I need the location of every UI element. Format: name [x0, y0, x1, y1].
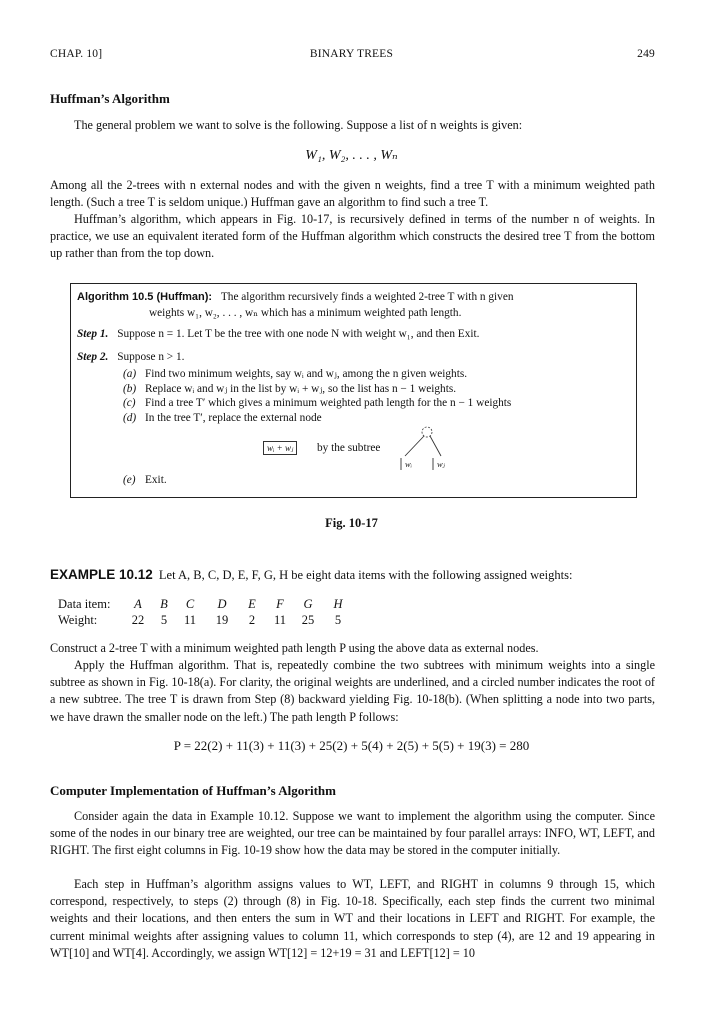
step-1 — [77, 328, 479, 340]
substep-a-label: (a) — [123, 368, 137, 380]
implementation-paragraph-2: Each step in Huffman’s algorithm assigns values to WT, LEFT, and RIGHT in columns 9 through 15, which correspond, respectively, to steps (2) through (8) in Fig. 10-18. Specifically, each step finds the current two minimal weights and their locations, and then enters the sum in WT and their locations in LEFT and RIGHT. For example, the current minimal weights after assigning values to column 11, which corresponds to step (4), are 12 and 19 appearing in WT[10] and WT[4]. Accordingly, we assign WT[12] = 12+19 = 31 and LEFT[12] = 10 — [50, 877, 655, 960]
table-cell: 11 — [183, 613, 197, 627]
algorithm-desc-2: weights w₁, w₂, . . . , wₙ which has a minimum weighted path length. — [149, 307, 462, 319]
step-2-text: Suppose n > 1. — [117, 351, 185, 363]
step-1-label: Step 1. — [77, 328, 109, 340]
substep-c-text: Find a tree T′ which gives a minimum weighted path length for the n − 1 weights — [145, 397, 512, 409]
data-item-row — [58, 597, 658, 612]
table-cell: F — [276, 597, 284, 611]
table-cell: B — [160, 597, 168, 611]
table-cell: 25 — [301, 613, 315, 627]
weight-row — [58, 613, 658, 628]
example-paragraph-1: Construct a 2-tree T with a minimum weighted path length P using the above data as external nodes. — [50, 641, 539, 655]
substep-a — [123, 367, 467, 380]
implementation-paragraph-1: Consider again the data in Example 10.12. Suppose we want to implement the algorithm using the computer. Since some of the nodes in our binary tree are weighted, our tree can be maintained by four parallel arrays: INFO, WT, LEFT, and RIGHT. The first eight columns in Fig. 10-19 show how the data may be stored in the computer initially. — [50, 809, 655, 858]
by-subtree-text: by the subtree — [317, 442, 381, 454]
subtree-root-node — [422, 427, 432, 437]
step-2 — [77, 351, 184, 363]
table-cell: G — [303, 597, 313, 611]
substep-b — [123, 382, 456, 395]
subtree-left-edge — [405, 436, 424, 456]
subtree-leaf-left: wᵢ — [405, 459, 413, 469]
paragraph-recursive: Huffman’s algorithm, which appears in Fig. 10-17, is recursively defined in terms of the number n of weights. In practice, we use an equivalent iterated form of the Huffman algorithm which constructs the desired tree T from the bottom up rather than from the top down. — [50, 212, 655, 261]
substep-d — [123, 412, 322, 424]
subtree-leaf-right: wⱼ — [437, 459, 445, 469]
table-cell: E — [248, 597, 256, 611]
weights-equation: W₁, W₂, . . . , Wₙ — [305, 148, 398, 163]
example-text: Let A, B, C, D, E, F, G, H be eight data items with the following assigned weights: — [158, 568, 573, 582]
figure-caption: Fig. 10-17 — [325, 516, 378, 530]
table-cell: A — [134, 597, 142, 611]
algorithm-header — [77, 291, 513, 303]
table-cell: D — [217, 597, 227, 611]
weight-label: Weight: — [58, 613, 98, 627]
table-cell: 19 — [215, 613, 229, 627]
substep-c — [123, 397, 511, 409]
section-title-huffman: Huffman’s Algorithm — [50, 91, 170, 106]
table-cell: 22 — [131, 613, 145, 627]
page-number: 249 — [637, 48, 655, 60]
table-cell: 11 — [273, 613, 287, 627]
algorithm-desc-1: The algorithm recursively finds a weighted 2-tree T with n given — [220, 291, 514, 303]
substep-d-label: (d) — [123, 412, 137, 424]
substep-c-label: (c) — [123, 397, 136, 409]
table-cell: 2 — [248, 613, 256, 627]
table-cell: 5 — [334, 613, 342, 627]
running-header-title: BINARY TREES — [309, 48, 394, 60]
table-cell: H — [333, 597, 343, 611]
external-node-box — [263, 441, 297, 455]
example-heading — [50, 567, 572, 583]
example-paragraph-2: Apply the Huffman algorithm. That is, repeatedly combine the two subtrees with minimum weights into a single subtree as shown in Fig. 10-18(a). For clarity, the original weights are underlined, and a circled number indicates the root of a new subtree. The tree T is drawn from Step (8) backward yielding Fig. 10-18(b). (When splitting a node into two parts, we have drawn the smaller node on the left.) The path length P follows: — [50, 658, 655, 724]
substep-e — [123, 474, 167, 486]
data-item-label: Data item: — [58, 597, 111, 611]
subtree-right-edge — [430, 436, 441, 456]
algorithm-label: Algorithm 10.5 (Huffman): — [77, 291, 213, 303]
path-length-equation: P = 22(2) + 11(3) + 11(3) + 25(2) + 5(4) + 2(5) + 5(5) + 19(3) = 280 — [173, 738, 530, 753]
substep-d-text: In the tree T′, replace the external node — [145, 412, 322, 424]
substep-e-text: Exit. — [145, 474, 167, 486]
step-2-label: Step 2. — [77, 351, 109, 363]
substep-b-text: Replace wᵢ and wⱼ in the list by wᵢ + wⱼ, so the list has n − 1 weights. — [145, 383, 457, 395]
paragraph-2-trees: Among all the 2-trees with n external nodes and with the given n weights, find a tree T with a minimum weighted path length. (Such a tree T is seldom unique.) Huffman gave an algorithm to find such a tree T. — [50, 178, 655, 210]
running-header-chapter: CHAP. 10] — [50, 48, 103, 60]
algorithm-box — [70, 283, 637, 498]
substep-b-label: (b) — [123, 383, 137, 395]
substep-e-label: (e) — [123, 474, 136, 486]
table-cell: 5 — [160, 613, 168, 627]
table-cell: C — [185, 597, 195, 611]
external-node-label: wᵢ + wⱼ — [263, 441, 297, 455]
section-title-computer-implementation: Computer Implementation of Huffman’s Algorithm — [50, 783, 336, 798]
step-1-text: Suppose n = 1. Let T be the tree with one node N with weight w₁, and then Exit. — [117, 328, 480, 340]
intro-paragraph: The general problem we want to solve is the following. Suppose a list of n weights is given: — [74, 118, 523, 132]
example-label: EXAMPLE 10.12 — [50, 567, 153, 582]
substep-a-text: Find two minimum weights, say wᵢ and wⱼ, among the n given weights. — [145, 368, 468, 380]
